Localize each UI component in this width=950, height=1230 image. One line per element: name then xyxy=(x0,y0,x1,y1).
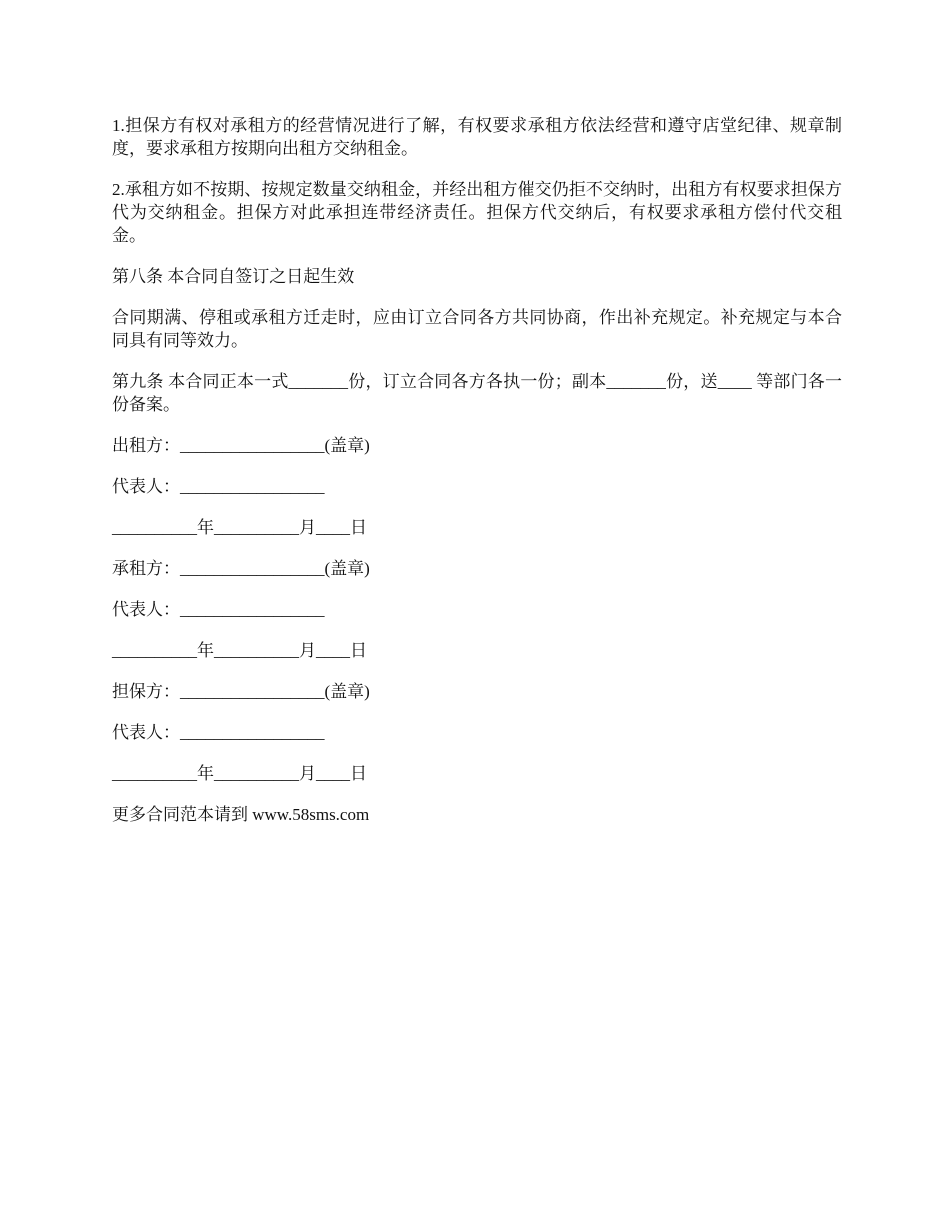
signature-block-lessor xyxy=(112,434,842,539)
lessee-date-line: __________年__________月____日 xyxy=(112,641,367,660)
guarantor-representative-line: 代表人：_________________ xyxy=(112,723,325,742)
contract-page xyxy=(112,114,842,844)
lessor-representative-line: 代表人：_________________ xyxy=(112,477,325,496)
lessee-representative-line: 代表人：_________________ xyxy=(112,600,325,619)
guarantor-signature-line: 担保方：_________________(盖章) xyxy=(112,682,370,701)
clause-supplementary: 合同期满、停租或承租方迁走时，应由订立合同各方共同协商，作出补充规定。补充规定与本合同具有同等效力。 xyxy=(112,308,842,350)
signature-block-lessee xyxy=(112,557,842,662)
signature-block-guarantor xyxy=(112,680,842,785)
lessee-signature-line: 承租方：_________________(盖章) xyxy=(112,559,370,578)
article-9-copies: 第九条 本合同正本一式_______份，订立合同各方各执一份；副本_______份，送____ 等部门各一份备案。 xyxy=(112,372,842,414)
clause-rent-default: 2.承租方如不按期、按规定数量交纳租金，并经出租方催交仍拒不交纳时，出租方有权要求担保方代为交纳租金。担保方对此承担连带经济责任。担保方代交纳后，有权要求承租方偿付代交租金。 xyxy=(112,180,842,245)
lessor-signature-line: 出租方：_________________(盖章) xyxy=(112,436,370,455)
footer-more-templates: 更多合同范本请到 www.58sms.com xyxy=(112,805,370,824)
article-8-heading: 第八条 本合同自签订之日起生效 xyxy=(112,267,355,286)
guarantor-date-line: __________年__________月____日 xyxy=(112,764,367,783)
clause-guarantor-rights: 1.担保方有权对承租方的经营情况进行了解，有权要求承租方依法经营和遵守店堂纪律、规章制度，要求承租方按期向出租方交纳租金。 xyxy=(112,116,842,158)
lessor-date-line: __________年__________月____日 xyxy=(112,518,367,537)
